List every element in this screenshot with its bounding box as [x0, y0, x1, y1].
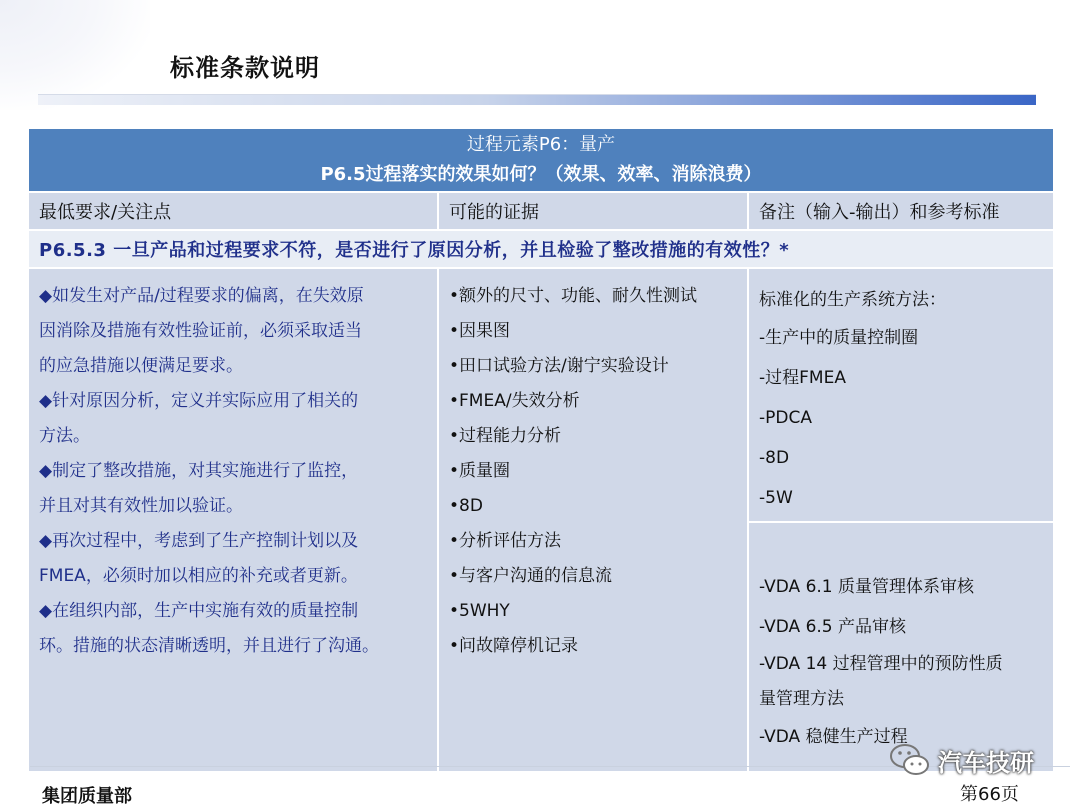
- requirement-line: ◆制定了整改措施，对其实施进行了监控，: [39, 461, 359, 481]
- note-line: -VDA 6.5 产品审核: [759, 617, 907, 637]
- slide-title: 标准条款说明: [170, 54, 320, 82]
- notes-methods-cell: [748, 268, 1054, 522]
- requirements-cell: [28, 268, 438, 772]
- note-line: -过程FMEA: [759, 368, 846, 388]
- note-line: -5W: [759, 488, 793, 508]
- evidence-item: •与客户沟通的信息流: [449, 566, 613, 586]
- wechat-icon: [888, 740, 932, 780]
- note-line: -VDA 6.1 质量管理体系审核: [759, 577, 975, 597]
- note-line: -VDA 14 过程管理中的预防性质: [759, 654, 1003, 674]
- requirement-line: ◆针对原因分析，定义并实际应用了相关的: [39, 391, 359, 411]
- requirement-line: FMEA，必须时加以相应的补充或者更新。: [39, 566, 358, 586]
- note-line: -PDCA: [759, 408, 812, 428]
- requirement-line: 环。措施的状态清晰透明，并且进行了沟通。: [39, 636, 379, 656]
- evidence-item: •过程能力分析: [449, 426, 562, 446]
- requirement-line: 方法。: [39, 426, 90, 446]
- requirement-line: 的应急措施以便满足要求。: [39, 356, 243, 376]
- requirement-line: 因消除及措施有效性验证前，必须采取适当: [39, 321, 362, 341]
- page-number: 第66页: [960, 784, 1019, 805]
- notes-standards-cell: [748, 522, 1054, 772]
- requirement-line: ◆在组织内部，生产中实施有效的质量控制: [39, 601, 359, 621]
- note-line: -生产中的质量控制圈: [759, 328, 919, 348]
- standard-clause-table: [27, 127, 1053, 757]
- requirement-line: ◆再次过程中，考虑到了生产控制计划以及: [39, 531, 359, 551]
- evidence-item: •因果图: [449, 321, 511, 341]
- requirement-line: ◆如发生对产品/过程要求的偏离，在失效原: [39, 286, 364, 306]
- header-process-element: 过程元素P6：量产: [466, 134, 616, 155]
- evidence-item: •质量圈: [449, 461, 511, 481]
- evidence-cell: [438, 268, 748, 772]
- note-line: 量管理方法: [759, 689, 844, 709]
- evidence-item: •分析评估方法: [449, 531, 562, 551]
- note-line: 标准化的生产系统方法：: [759, 290, 946, 310]
- evidence-item: •额外的尺寸、功能、耐久性测试: [449, 286, 698, 306]
- question-row: P6.5.3 一旦产品和过程要求不符，是否进行了原因分析，并且检验了整改措施的有效性？*: [28, 230, 1054, 268]
- note-line: -8D: [759, 448, 790, 468]
- column-header-evidence: 可能的证据: [438, 192, 748, 230]
- title-gradient-bar: [38, 94, 1036, 105]
- column-header-notes: 备注（输入-输出）和参考标准: [748, 192, 1054, 230]
- column-header-requirements: 最低要求/关注点: [28, 192, 438, 230]
- evidence-item: •5WHY: [449, 601, 510, 621]
- table-header: [28, 128, 1054, 192]
- header-question-group: P6.5过程落实的效果如何？（效果、效率、消除浪费）: [320, 164, 762, 185]
- evidence-item: •田口试验方法/谢宁实验设计: [449, 356, 669, 376]
- requirement-line: 并且对其有效性加以验证。: [39, 496, 243, 516]
- note-line: -VDA 稳健生产过程: [759, 727, 908, 747]
- footer-department: 集团质量部: [42, 786, 132, 807]
- watermark: [888, 740, 1034, 780]
- evidence-item: •问故障停机记录: [449, 636, 579, 656]
- evidence-item: •8D: [449, 496, 483, 516]
- watermark-text: 汽车技研: [938, 748, 1034, 777]
- evidence-item: •FMEA/失效分析: [449, 391, 580, 411]
